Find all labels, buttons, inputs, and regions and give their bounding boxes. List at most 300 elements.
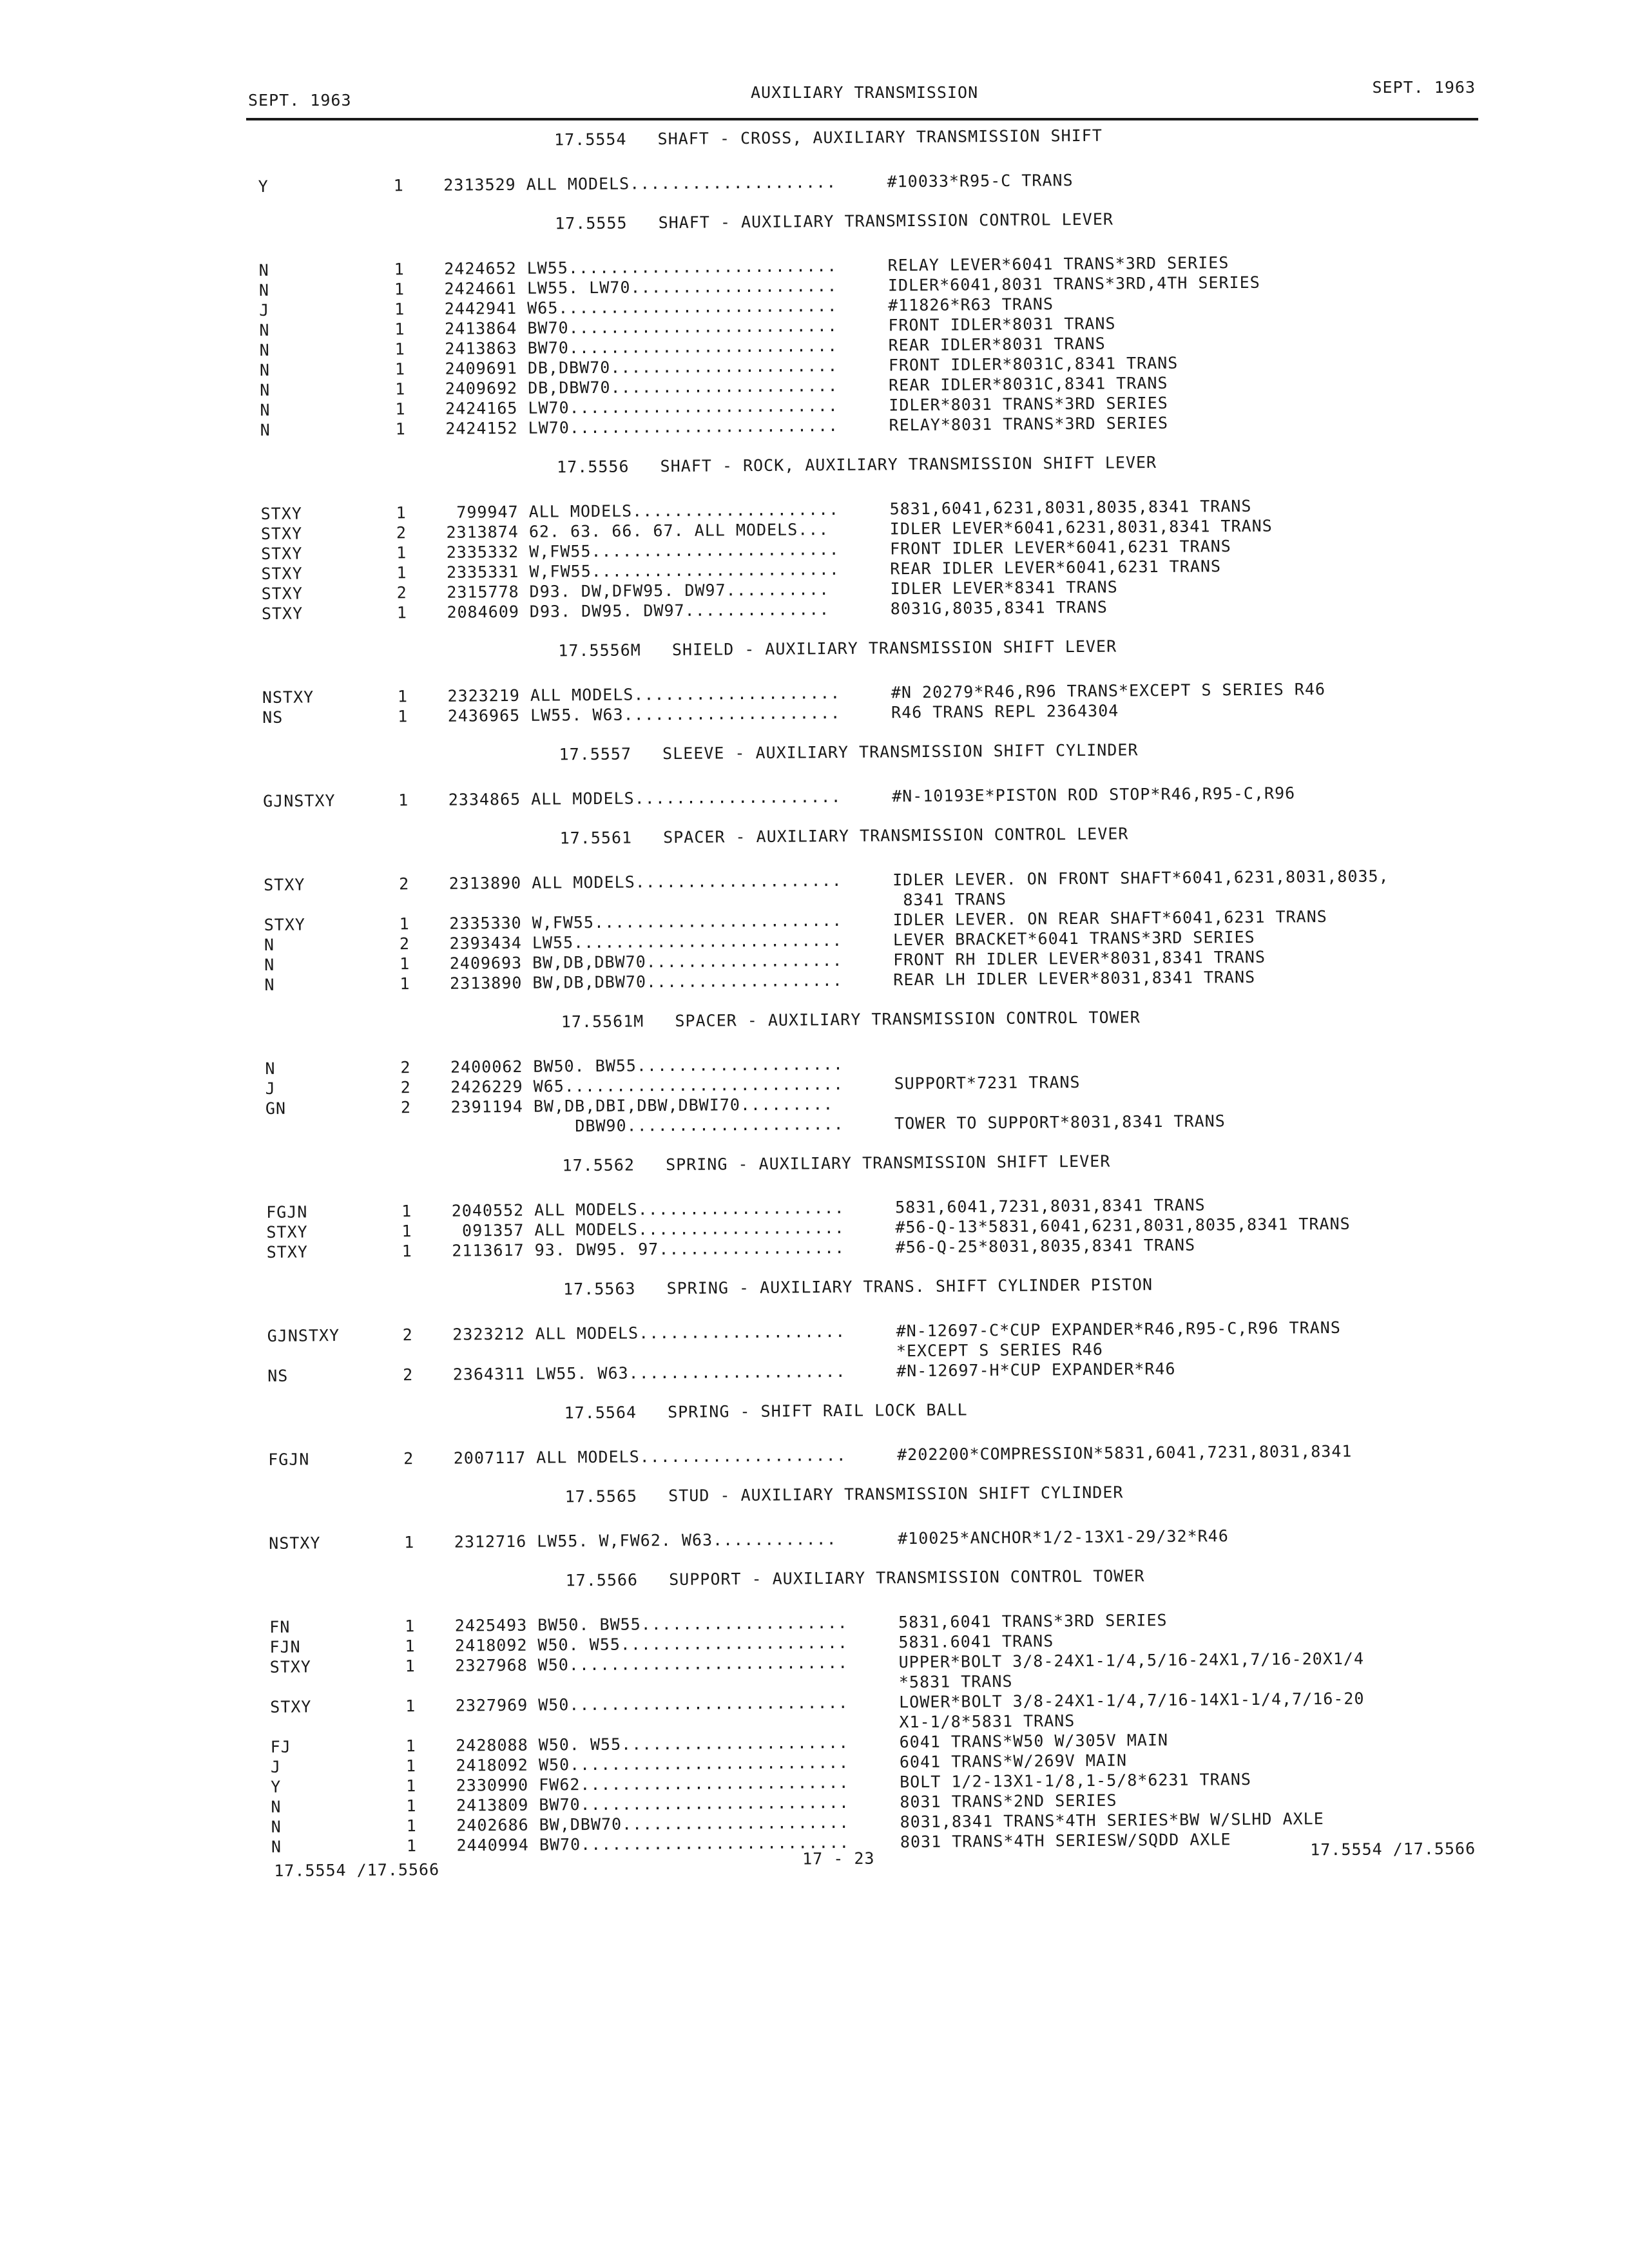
section bbox=[12, 1562, 1629, 1859]
part-number: 2442941 bbox=[444, 298, 517, 318]
part-number: 2313890 bbox=[448, 873, 522, 893]
description: #N-12697-H*CUP EXPANDER*R46 bbox=[896, 1359, 1176, 1381]
section-number: 17.5564 bbox=[564, 1403, 637, 1423]
application: LW70.......................... bbox=[528, 396, 839, 418]
quantity: 2 bbox=[396, 583, 407, 602]
description: #10025*ANCHOR*1/2-13X1-29/32*R46 bbox=[898, 1526, 1229, 1548]
section-number: 17.5563 bbox=[563, 1279, 636, 1299]
section bbox=[10, 1394, 1629, 1472]
application: W50. W55...................... bbox=[537, 1633, 849, 1655]
description: REAR IDLER*8031 TRANS bbox=[888, 334, 1106, 355]
description: IDLER LEVER. ON FRONT SHAFT*6041,6231,8031,8035, bbox=[892, 867, 1389, 890]
application: BW50. BW55.................... bbox=[533, 1054, 844, 1076]
table-row bbox=[10, 1439, 1629, 1472]
model-code: STXY bbox=[269, 1657, 312, 1677]
part-number: 2400062 bbox=[450, 1057, 523, 1077]
part-number: 2436965 bbox=[447, 706, 521, 726]
section-number: 17.5562 bbox=[562, 1155, 635, 1175]
section-number: 17.5557 bbox=[559, 744, 632, 764]
quantity bbox=[401, 1117, 427, 1137]
quantity: 1 bbox=[406, 1796, 417, 1816]
description: 8341 TRANS bbox=[892, 889, 1007, 910]
part-number bbox=[431, 1715, 538, 1736]
description: *EXCEPT S SERIES R46 bbox=[896, 1340, 1104, 1361]
quantity: 1 bbox=[404, 1533, 415, 1552]
model-code: Y bbox=[258, 177, 269, 196]
part-number: 2424661 bbox=[444, 278, 517, 298]
model-code: STXY bbox=[260, 504, 302, 523]
quantity: 1 bbox=[396, 563, 407, 582]
application bbox=[538, 1672, 899, 1695]
section-heading bbox=[3, 448, 1629, 481]
part-number: 2391194 bbox=[450, 1097, 524, 1117]
model-code: STXY bbox=[261, 544, 303, 563]
quantity: 1 bbox=[397, 687, 409, 706]
application: W,FW55........................ bbox=[532, 910, 843, 932]
quantity: 2 bbox=[400, 1098, 412, 1117]
section bbox=[7, 1003, 1629, 1140]
section-heading bbox=[12, 1562, 1629, 1595]
model-code: N bbox=[258, 260, 269, 280]
footer-range-left: 17.5554 /17.5566 bbox=[274, 1860, 440, 1880]
part-number: 2327969 bbox=[455, 1695, 528, 1715]
description: IDLER LEVER*6041,6231,8031,8341 TRANS bbox=[889, 516, 1273, 539]
quantity: 2 bbox=[403, 1449, 414, 1468]
footer-range-right: 17.5554 /17.5566 bbox=[1310, 1839, 1476, 1860]
description: 5831,6041,7231,8031,8341 TRANS bbox=[895, 1195, 1206, 1217]
application: BW,DB,DBW70................... bbox=[532, 950, 843, 972]
application: ALL MODELS.................... bbox=[528, 499, 840, 521]
quantity: 2 bbox=[400, 1078, 411, 1097]
quantity bbox=[399, 894, 425, 914]
quantity: 1 bbox=[405, 1736, 416, 1756]
description: #N 20279*R46,R96 TRANS*EXCEPT S SERIES R46 bbox=[891, 680, 1326, 702]
description: 8031 TRANS*4TH SERIESW/SQDD AXLE bbox=[900, 1830, 1231, 1852]
description: 8031G,8035,8341 TRANS bbox=[890, 597, 1108, 619]
application: LW55.......................... bbox=[526, 256, 838, 278]
quantity: 1 bbox=[406, 1776, 417, 1796]
quantity: 1 bbox=[394, 340, 405, 359]
description: R46 TRANS REPL 2364304 bbox=[891, 701, 1119, 722]
part-number: 2323212 bbox=[452, 1324, 525, 1344]
section-title: SLEEVE - AUXILIARY TRANSMISSION SHIFT CYLINDER bbox=[662, 740, 1139, 764]
description: REAR LH IDLER LEVER*8031,8341 TRANS bbox=[893, 967, 1256, 990]
header-date-left: SEPT. 1963 bbox=[248, 91, 352, 110]
part-number: 2327968 bbox=[455, 1655, 528, 1675]
model-code: NS bbox=[267, 1366, 289, 1385]
table-row bbox=[1, 166, 1629, 198]
part-number: 2409691 bbox=[445, 358, 518, 378]
description: REAR IDLER LEVER*6041,6231 TRANS bbox=[890, 557, 1222, 579]
model-code: J bbox=[265, 1079, 276, 1098]
model-code: N bbox=[264, 975, 275, 994]
section-number: 17.5556 bbox=[556, 457, 630, 477]
part-number: 2426229 bbox=[450, 1077, 523, 1097]
description: RELAY*8031 TRANS*3RD SERIES bbox=[889, 413, 1169, 435]
application: LW55. LW70.................... bbox=[526, 276, 838, 298]
part-number: 091357 bbox=[461, 1220, 525, 1240]
application: W50........................... bbox=[538, 1693, 849, 1715]
section-title: STUD - AUXILIARY TRANSMISSION SHIFT CYLINDER bbox=[668, 1483, 1124, 1506]
section-heading bbox=[5, 736, 1629, 769]
model-code: STXY bbox=[260, 524, 303, 543]
model-code bbox=[12, 1716, 405, 1739]
part-number bbox=[431, 1675, 538, 1696]
quantity: 1 bbox=[399, 914, 410, 934]
section-number: 17.5566 bbox=[565, 1570, 639, 1590]
section-heading bbox=[7, 1003, 1629, 1036]
quantity: 1 bbox=[405, 1637, 416, 1656]
model-code bbox=[8, 1117, 401, 1140]
model-code: GN bbox=[265, 1099, 287, 1118]
section-number: 17.5554 bbox=[554, 130, 627, 149]
description: *5831 TRANS bbox=[898, 1671, 1013, 1692]
part-number: 2313529 bbox=[443, 175, 516, 195]
model-code bbox=[10, 1345, 403, 1368]
table-row bbox=[5, 780, 1629, 813]
description: FRONT IDLER*8031 TRANS bbox=[888, 314, 1116, 335]
model-code: STXY bbox=[264, 915, 305, 934]
section-heading bbox=[4, 632, 1629, 665]
model-code bbox=[6, 894, 399, 917]
model-code: STXY bbox=[266, 1222, 308, 1242]
model-code: N bbox=[258, 280, 270, 300]
part-number: 2312716 bbox=[454, 1532, 527, 1552]
model-code: GJNSTXY bbox=[263, 791, 336, 811]
model-code: STXY bbox=[261, 584, 303, 603]
section-heading bbox=[6, 820, 1629, 852]
description: #N-12697-C*CUP EXPANDER*R46,R95-C,R96 TRANS bbox=[896, 1318, 1341, 1341]
section-title: SHIELD - AUXILIARY TRANSMISSION SHIFT LEVER bbox=[671, 637, 1117, 659]
description: X1-1/8*5831 TRANS bbox=[899, 1711, 1075, 1732]
application: LW55.......................... bbox=[532, 930, 843, 952]
model-code: J bbox=[270, 1757, 282, 1776]
model-code: STXY bbox=[261, 604, 304, 623]
description: REAR IDLER*8031C,8341 TRANS bbox=[889, 373, 1168, 395]
model-code: FGJN bbox=[266, 1202, 308, 1222]
quantity: 1 bbox=[396, 603, 408, 622]
application: W50. W55...................... bbox=[538, 1733, 849, 1754]
part-number: 2113617 bbox=[452, 1240, 525, 1260]
part-number: 2413809 bbox=[456, 1795, 529, 1815]
part-number: 2409692 bbox=[445, 378, 518, 398]
quantity: 2 bbox=[399, 874, 410, 894]
application bbox=[532, 890, 892, 912]
quantity bbox=[403, 1345, 429, 1365]
application: ALL MODELS.................... bbox=[526, 172, 837, 194]
part-number: 2313890 bbox=[449, 973, 523, 993]
header-rule bbox=[246, 118, 1478, 120]
section-number: 17.5565 bbox=[564, 1486, 638, 1506]
part-number: 2424652 bbox=[444, 258, 517, 278]
description: BOLT 1/2-13X1-1/8,1-5/8*6231 TRANS bbox=[900, 1769, 1251, 1792]
quantity: 1 bbox=[398, 707, 409, 726]
part-number bbox=[427, 1117, 534, 1137]
quantity: 1 bbox=[401, 1202, 412, 1221]
model-code: N bbox=[260, 420, 271, 439]
application: D93. DW95. DW97.............. bbox=[529, 600, 830, 621]
section-heading bbox=[0, 121, 1629, 154]
part-number: 2440994 bbox=[456, 1835, 530, 1855]
application: DBW90..................... bbox=[534, 1114, 844, 1136]
quantity: 1 bbox=[396, 543, 407, 562]
description: FRONT IDLER LEVER*6041,6231 TRANS bbox=[889, 537, 1231, 559]
model-code: N bbox=[259, 320, 270, 340]
description: 8031,8341 TRANS*4TH SERIES*BW W/SLHD AXLE bbox=[900, 1809, 1324, 1832]
section bbox=[4, 632, 1629, 729]
quantity: 1 bbox=[405, 1696, 416, 1716]
section bbox=[0, 121, 1629, 198]
section-number: 17.5561M bbox=[561, 1012, 644, 1032]
section bbox=[3, 448, 1629, 626]
application: ALL MODELS.................... bbox=[530, 683, 841, 705]
part-number: 2040552 bbox=[451, 1200, 525, 1220]
description: 5831.6041 TRANS bbox=[898, 1631, 1054, 1652]
application: DB,DBW70...................... bbox=[527, 356, 838, 378]
description: 6041 TRANS*W/269V MAIN bbox=[899, 1751, 1128, 1772]
application: LW70.......................... bbox=[528, 416, 839, 437]
quantity: 1 bbox=[405, 1657, 416, 1676]
section-heading bbox=[10, 1394, 1629, 1427]
description: FRONT IDLER*8031C,8341 TRANS bbox=[888, 353, 1179, 375]
part-number: 2428088 bbox=[456, 1735, 528, 1755]
description: #10033*R95-C TRANS bbox=[887, 171, 1074, 191]
section bbox=[11, 1478, 1629, 1555]
part-number: 2425493 bbox=[454, 1615, 528, 1635]
description: TOWER TO SUPPORT*8031,8341 TRANS bbox=[894, 1111, 1226, 1133]
part-number: 2313874 bbox=[446, 522, 519, 542]
application: BW70.......................... bbox=[539, 1832, 850, 1854]
model-code: N bbox=[271, 1797, 282, 1816]
model-code: N bbox=[260, 380, 271, 399]
application: LW55. W63..................... bbox=[535, 1361, 846, 1383]
description: IDLER*6041,8031 TRANS*3RD,4TH SERIES bbox=[887, 273, 1260, 295]
application: ALL MODELS.................... bbox=[532, 870, 842, 892]
description: #202200*COMPRESSION*5831,6041,7231,8031,8341 bbox=[897, 1441, 1353, 1465]
quantity: 1 bbox=[398, 791, 409, 810]
model-code: FGJN bbox=[268, 1450, 310, 1469]
model-code: NSTXY bbox=[269, 1533, 321, 1553]
description: #N-10193E*PISTON ROD STOP*R46,R95-C,R96 bbox=[892, 783, 1296, 806]
section-title: SPRING - AUXILIARY TRANS. SHIFT CYLINDER PISTON bbox=[666, 1275, 1153, 1298]
quantity: 1 bbox=[394, 260, 405, 279]
section-title: SHAFT - ROCK, AUXILIARY TRANSMISSION SHIFT LEVER bbox=[660, 453, 1157, 476]
section-title: SPACER - AUXILIARY TRANSMISSION CONTROL LEVER bbox=[663, 824, 1129, 847]
part-number: 2007117 bbox=[453, 1448, 526, 1468]
header-title: AUXILIARY TRANSMISSION bbox=[751, 83, 979, 102]
part-number: 2424152 bbox=[445, 418, 518, 438]
part-number: 2084609 bbox=[447, 602, 519, 622]
section bbox=[1, 205, 1629, 442]
model-code: N bbox=[264, 955, 275, 974]
part-number: 2364311 bbox=[452, 1364, 526, 1384]
application: BW,DB,DBI,DBW,DBWI70......... bbox=[533, 1095, 834, 1116]
quantity: 1 bbox=[395, 380, 406, 399]
quantity: 1 bbox=[401, 1242, 412, 1261]
description: 5831,6041,6231,8031,8035,8341 TRANS bbox=[889, 496, 1252, 519]
quantity: 2 bbox=[396, 523, 407, 543]
section-number: 17.5555 bbox=[555, 213, 628, 233]
application: BW70.......................... bbox=[539, 1792, 850, 1814]
page-header bbox=[248, 77, 1476, 110]
model-code: FJ bbox=[270, 1737, 291, 1756]
part-number: 2335330 bbox=[449, 913, 522, 933]
quantity: 2 bbox=[399, 934, 410, 954]
section-heading bbox=[8, 1147, 1629, 1180]
model-code: STXY bbox=[270, 1697, 312, 1716]
part-number: 2418092 bbox=[456, 1755, 529, 1775]
section-number: 17.5556M bbox=[558, 640, 641, 660]
quantity bbox=[405, 1716, 431, 1736]
quantity: 2 bbox=[400, 1058, 411, 1077]
description: #56-Q-13*5831,6041,6231,8031,8035,8341 TRANS bbox=[895, 1214, 1351, 1237]
quantity bbox=[405, 1676, 431, 1696]
application: DB,DBW70...................... bbox=[528, 376, 838, 398]
part-number: 2424165 bbox=[445, 398, 518, 418]
model-code: N bbox=[259, 360, 271, 380]
application: ALL MODELS.................... bbox=[534, 1218, 845, 1240]
quantity: 1 bbox=[396, 503, 407, 523]
part-number bbox=[429, 1344, 535, 1365]
quantity: 1 bbox=[405, 1617, 416, 1636]
application: BW,DBW70...................... bbox=[539, 1812, 850, 1834]
application: BW70.......................... bbox=[527, 316, 838, 338]
parts-listing bbox=[0, 121, 1629, 1878]
application: W50........................... bbox=[537, 1653, 849, 1675]
application: ALL MODELS.................... bbox=[531, 787, 842, 809]
description: IDLER*8031 TRANS*3RD SERIES bbox=[889, 393, 1168, 415]
application: ALL MODELS.................... bbox=[534, 1198, 845, 1220]
quantity: 1 bbox=[401, 1222, 412, 1241]
part-number: 2402686 bbox=[456, 1815, 529, 1835]
quantity: 1 bbox=[394, 320, 405, 339]
application: W65........................... bbox=[527, 296, 838, 318]
description: UPPER*BOLT 3/8-24X1-1/4,5/16-24X1,7/16-20X1/4 bbox=[898, 1649, 1365, 1672]
quantity: 1 bbox=[405, 1756, 417, 1776]
header-date-right: SEPT. 1963 bbox=[1372, 78, 1476, 97]
description: 6041 TRANS*W50 W/305V MAIN bbox=[899, 1730, 1169, 1752]
description: RELAY LEVER*6041 TRANS*3RD SERIES bbox=[887, 253, 1229, 275]
application: LW55. W63..................... bbox=[530, 703, 841, 725]
quantity: 2 bbox=[402, 1325, 413, 1345]
section-title: SPRING - AUXILIARY TRANSMISSION SHIFT LEVER bbox=[666, 1151, 1111, 1175]
model-code: N bbox=[271, 1817, 282, 1836]
description: LOWER*BOLT 3/8-24X1-1/4,7/16-14X1-1/4,7/16-20 bbox=[899, 1689, 1365, 1712]
section bbox=[5, 736, 1629, 813]
quantity: 1 bbox=[406, 1816, 417, 1836]
part-number: 2330990 bbox=[456, 1775, 529, 1795]
model-code: N bbox=[264, 935, 275, 954]
description: 8031 TRANS*2ND SERIES bbox=[900, 1791, 1117, 1812]
section-number: 17.5561 bbox=[559, 828, 633, 848]
quantity: 1 bbox=[400, 954, 410, 974]
section-title: SPRING - SHIFT RAIL LOCK BALL bbox=[668, 1400, 968, 1422]
quantity: 1 bbox=[395, 399, 406, 419]
model-code: FN bbox=[269, 1617, 291, 1637]
section bbox=[9, 1271, 1629, 1388]
part-number: 2393434 bbox=[449, 933, 523, 953]
quantity: 1 bbox=[394, 280, 405, 299]
model-code: STXY bbox=[264, 875, 305, 894]
part-number: 2335331 bbox=[446, 562, 519, 582]
application: W50........................... bbox=[538, 1753, 849, 1774]
section-heading bbox=[11, 1478, 1629, 1511]
part-number bbox=[425, 893, 532, 914]
application: BW,DB,DBW70................... bbox=[532, 970, 843, 992]
model-code: STXY bbox=[261, 564, 303, 583]
part-number: 2334865 bbox=[448, 789, 521, 809]
application: ALL MODELS.................... bbox=[535, 1321, 846, 1343]
model-code: Y bbox=[271, 1777, 282, 1796]
application: FW62.......................... bbox=[539, 1773, 849, 1794]
description: SUPPORT*7231 TRANS bbox=[894, 1073, 1081, 1093]
section bbox=[8, 1147, 1629, 1264]
application: BW50. BW55.................... bbox=[537, 1613, 848, 1635]
footer-page-number: 17 - 23 bbox=[802, 1849, 875, 1869]
part-number: 2418092 bbox=[454, 1635, 528, 1655]
description: FRONT RH IDLER LEVER*8031,8341 TRANS bbox=[893, 947, 1266, 970]
model-code: STXY bbox=[266, 1242, 308, 1262]
part-number: 2413863 bbox=[445, 338, 517, 358]
application: W65........................... bbox=[533, 1074, 844, 1096]
part-number: 2409693 bbox=[449, 953, 523, 973]
section-title: SPACER - AUXILIARY TRANSMISSION CONTROL TOWER bbox=[675, 1008, 1141, 1030]
description: #11826*R63 TRANS bbox=[888, 294, 1054, 315]
description: IDLER LEVER. ON REAR SHAFT*6041,6231 TRANS bbox=[892, 907, 1327, 930]
model-code: NSTXY bbox=[262, 687, 314, 707]
application bbox=[538, 1712, 899, 1735]
model-code bbox=[12, 1676, 405, 1699]
table-row bbox=[11, 1523, 1629, 1555]
model-code: NS bbox=[262, 707, 284, 727]
application: LW55. W,FW62. W63............ bbox=[537, 1530, 837, 1551]
description: 5831,6041 TRANS*3RD SERIES bbox=[898, 1610, 1168, 1632]
part-number: 2323219 bbox=[447, 686, 520, 706]
application: 62. 63. 66. 67. ALL MODELS... bbox=[528, 520, 829, 541]
model-code: FJN bbox=[269, 1637, 301, 1657]
section-heading bbox=[1, 205, 1629, 238]
model-code: N bbox=[265, 1059, 276, 1078]
section-title: SHAFT - CROSS, AUXILIARY TRANSMISSION SHIFT bbox=[657, 126, 1103, 149]
part-number: 2413864 bbox=[444, 318, 517, 338]
model-code: N bbox=[259, 340, 270, 360]
quantity: 2 bbox=[403, 1365, 414, 1385]
part-number: 2315778 bbox=[447, 582, 519, 602]
application: D93. DW,DFW95. DW97.......... bbox=[529, 580, 830, 601]
section bbox=[6, 820, 1629, 997]
section-heading bbox=[9, 1271, 1629, 1303]
description: LEVER BRACKET*6041 TRANS*3RD SERIES bbox=[892, 927, 1255, 950]
section-title: SHAFT - AUXILIARY TRANSMISSION CONTROL LEVER bbox=[658, 209, 1113, 233]
application: W,FW55........................ bbox=[529, 559, 840, 581]
quantity: 1 bbox=[400, 974, 410, 994]
application: W,FW55........................ bbox=[529, 539, 840, 561]
application: ALL MODELS.................... bbox=[536, 1445, 847, 1467]
part-number: 799947 bbox=[456, 502, 519, 522]
model-code: GJNSTXY bbox=[267, 1326, 340, 1345]
application: BW70.......................... bbox=[527, 336, 838, 358]
quantity: 1 bbox=[394, 360, 406, 379]
model-code: N bbox=[260, 400, 271, 419]
quantity: 1 bbox=[395, 419, 406, 439]
model-code: J bbox=[259, 300, 270, 320]
quantity: 1 bbox=[393, 176, 404, 195]
description: #56-Q-25*8031,8035,8341 TRANS bbox=[895, 1235, 1196, 1257]
application bbox=[535, 1341, 896, 1363]
quantity: 1 bbox=[394, 300, 405, 319]
application: 93. DW95. 97.................. bbox=[534, 1238, 845, 1260]
part-number: 2335332 bbox=[446, 542, 519, 562]
